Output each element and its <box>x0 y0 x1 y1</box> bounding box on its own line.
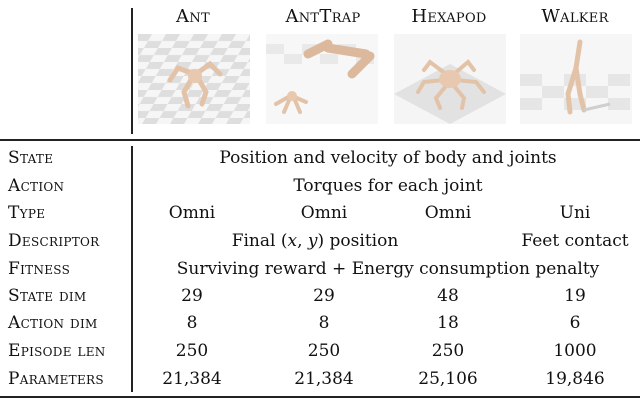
row-label-type: Type <box>8 203 46 223</box>
state-dim-anttrap: 29 <box>313 286 335 306</box>
descriptor-pre: Final ( <box>231 231 288 251</box>
hexapod-robot-render <box>394 34 506 124</box>
anttrap-robot-render <box>266 34 378 124</box>
action-value: Torques for each joint <box>293 176 483 196</box>
type-anttrap: Omni <box>300 203 348 223</box>
descriptor-walker: Feet contact <box>521 231 629 251</box>
type-walker: Uni <box>559 203 591 223</box>
row-label-descriptor: Descriptor <box>8 231 100 251</box>
row-label-state: State <box>8 148 54 168</box>
type-ant: Omni <box>168 203 216 223</box>
env-header-ant: Ant <box>176 6 210 27</box>
walker-robot-render <box>520 34 632 124</box>
action-dim-ant: 8 <box>186 313 198 333</box>
parameters-anttrap: 21,384 <box>294 369 354 389</box>
env-header-anttrap: AntTrap <box>285 6 361 27</box>
env-header-walker: Walker <box>541 6 609 27</box>
descriptor-shared <box>180 228 450 254</box>
row-label-fitness: Fitness <box>8 259 71 279</box>
row-label-action: Action <box>8 176 65 196</box>
action-dim-anttrap: 8 <box>318 313 330 333</box>
row-label-episode-len: Episode len <box>8 341 106 361</box>
descriptor-sep: , <box>297 231 308 251</box>
descriptor-y: y <box>307 231 318 251</box>
ant-robot-render <box>138 34 250 124</box>
row-label-action-dim: Action dim <box>8 313 98 333</box>
bottom-rule <box>0 396 640 398</box>
fitness-value: Surviving reward + Energy consumption penalty <box>176 259 600 279</box>
episode-len-walker: 1000 <box>553 341 597 361</box>
episode-len-hexapod: 250 <box>431 341 465 361</box>
episode-len-ant: 250 <box>175 341 209 361</box>
body-vertical-rule <box>131 146 133 392</box>
parameters-hexapod: 25,106 <box>418 369 478 389</box>
state-dim-walker: 19 <box>564 286 586 306</box>
row-label-state-dim: State dim <box>8 286 87 306</box>
action-dim-walker: 6 <box>569 313 581 333</box>
state-dim-ant: 29 <box>181 286 203 306</box>
type-hexapod: Omni <box>424 203 472 223</box>
episode-len-anttrap: 250 <box>307 341 341 361</box>
env-header-hexapod: Hexapod <box>411 6 487 27</box>
state-dim-hexapod: 48 <box>437 286 459 306</box>
action-dim-hexapod: 18 <box>437 313 459 333</box>
row-label-parameters: Parameters <box>8 369 104 389</box>
parameters-walker: 19,846 <box>545 369 605 389</box>
header-horizontal-rule <box>0 139 640 141</box>
descriptor-post: ) position <box>317 231 399 251</box>
state-value: Position and velocity of body and joints <box>219 148 557 168</box>
parameters-ant: 21,384 <box>162 369 222 389</box>
descriptor-x: x <box>287 231 298 251</box>
